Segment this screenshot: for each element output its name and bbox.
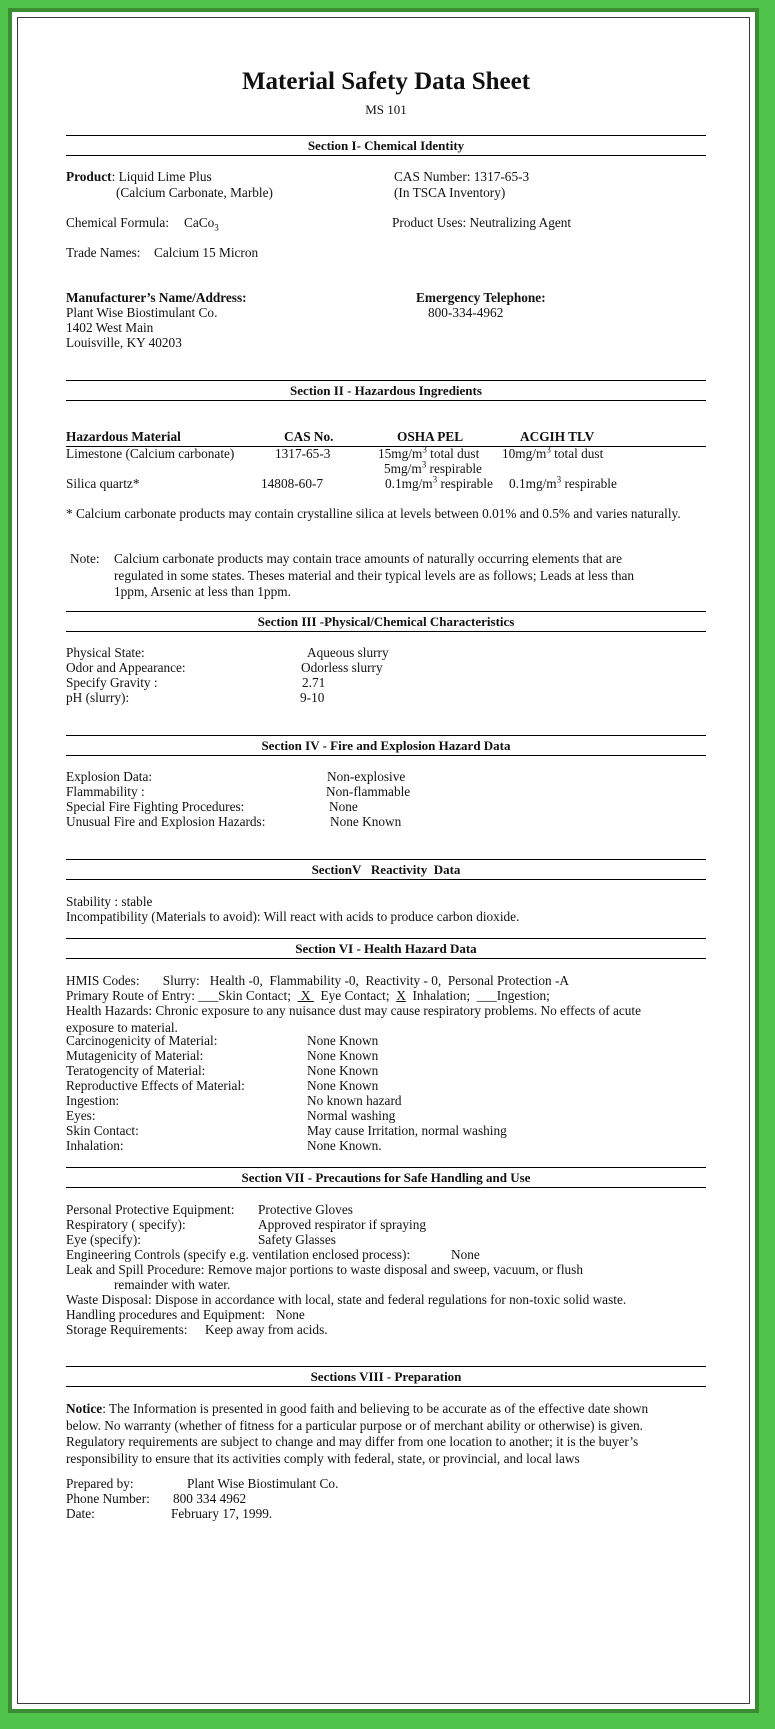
respiratory-value: Approved respirator if spraying (258, 1217, 427, 1232)
stability: Stability : stable (66, 894, 153, 909)
product-uses: Product Uses: Neutralizing Agent (392, 215, 572, 230)
row1-acgih: $10mg/m^3$ total dust (502, 444, 604, 461)
phone-label: Phone Number: (66, 1491, 150, 1506)
route-x-inhalation: X (396, 988, 406, 1003)
section-2-heading: Section II - Hazardous Ingredients (66, 380, 706, 401)
route-prefix: Primary Route of Entry: (66, 988, 199, 1003)
col-osha-pel: OSHA PEL (397, 429, 464, 444)
ingestion-label: Ingestion: (66, 1093, 120, 1108)
col-acgih-tlv: ACGIH TLV (520, 429, 595, 444)
manufacturer-name: Plant Wise Biostimulant Co. (66, 305, 218, 320)
ph-label: pH (slurry): (66, 690, 130, 705)
route-skin: Skin Contact; (218, 988, 298, 1003)
odor-value: Odorless slurry (301, 660, 383, 675)
section-7-heading: Section VII - Precautions for Safe Handling and Use (66, 1167, 706, 1188)
hmis-codes: HMIS Codes: Slurry: Health -0, Flammability -0, Reactivity - 0, Personal Protection -A (66, 973, 570, 988)
product-label: Product (66, 169, 112, 184)
ingestion-value: No known hazard (307, 1093, 402, 1108)
page-frame (8, 8, 759, 1713)
date-label: Date: (66, 1506, 95, 1521)
section-3-heading: Section III -Physical/Chemical Characteristics (66, 611, 706, 632)
route-inhalation: Inhalation; (405, 988, 477, 1003)
row2-material: Silica quartz* (66, 476, 140, 491)
reproductive-value: None Known (307, 1078, 379, 1093)
skin-contact-value: May cause Irritation, normal washing (307, 1123, 507, 1138)
eyes-value: Normal washing (307, 1108, 396, 1123)
inhalation-value: None Known. (307, 1138, 382, 1153)
product-line (66, 169, 212, 186)
reproductive-label: Reproductive Effects of Material: (66, 1078, 245, 1093)
formula-value: CaCo$_3$ (184, 215, 219, 233)
storage-value: Keep away from acids. (205, 1322, 328, 1337)
teratogenicity-label: Teratogencity of Material: (66, 1063, 206, 1078)
trade-label: Trade Names: (66, 245, 141, 260)
ppe-label: Personal Protective Equipment: (66, 1202, 235, 1217)
document-title: Material Safety Data Sheet (241, 68, 531, 95)
section-4-heading: Section IV - Fire and Explosion Hazard Data (66, 735, 706, 756)
handling-label: Handling procedures and Equipment: (66, 1307, 266, 1322)
route-blank-skin: ___ (198, 988, 219, 1003)
respiratory-label: Respiratory ( specify): (66, 1217, 186, 1232)
formula-label: Chemical Formula: (66, 215, 170, 230)
notice-text: : The Information is presented in good faith and believing to be accurate as of the effective date shown below. No warranty (whether of fitness for a particular purpose or of merchant ability or otherwise) is given. Regulatory requirements are subject to change and may differ from one location to another; it is the buyer’s responsibility to ensure that its activities comply with federal, state, or provincial, and local laws (66, 1401, 649, 1466)
notice (66, 1401, 651, 1467)
flammability-value: Non-flammable (326, 784, 411, 799)
mutagenicity-value: None Known (307, 1048, 379, 1063)
manufacturer-street: 1402 West Main (66, 320, 154, 335)
prepared-value: Plant Wise Biostimulant Co. (187, 1476, 339, 1491)
mutagenicity-label: Mutagenicity of Material: (66, 1048, 204, 1063)
health-hazards: Health Hazards: Chronic exposure to any nuisance dust may cause respiratory problems. No effects of acute exposure to material. (66, 1003, 642, 1035)
col-hazardous-material: Hazardous Material (66, 429, 181, 444)
explosion-value: Non-explosive (327, 769, 406, 784)
explosion-label: Explosion Data: (66, 769, 153, 784)
carcinogenicity-value: None Known (307, 1033, 379, 1048)
trade-value: Calcium 15 Micron (154, 245, 259, 260)
row1-osha-respirable: $5mg/m^3$ respirable (384, 459, 482, 476)
odor-label: Odor and Appearance: (66, 660, 186, 675)
eye-protection-label: Eye (specify): (66, 1232, 141, 1247)
gravity-label: Specify Gravity : (66, 675, 158, 690)
firefighting-value: None (329, 799, 358, 814)
gravity-value: 2.71 (302, 675, 326, 690)
notice-label: Notice (66, 1401, 103, 1416)
carcinogenicity-label: Carcinogenicity of Material: (66, 1033, 218, 1048)
handling-value: None (276, 1307, 305, 1322)
row1-osha-total: $15mg/m^3$ total dust (378, 444, 480, 461)
tsca-note: (In TSCA Inventory) (394, 185, 506, 200)
eye-protection-value: Safety Glasses (258, 1232, 336, 1247)
col-cas-no: CAS No. (284, 429, 334, 444)
eyes-label: Eyes: (66, 1108, 96, 1123)
product-sub: (Calcium Carbonate, Marble) (116, 185, 273, 200)
section-8-heading: Sections VIII - Preparation (66, 1366, 706, 1387)
waste-disposal: Waste Disposal: Dispose in accordance with local, state and federal regulations for non-toxic solid waste. (66, 1292, 627, 1307)
physical-state-value: Aqueous slurry (307, 645, 389, 660)
cas-number: CAS Number: 1317-65-3 (394, 169, 530, 184)
section-5-heading (66, 859, 706, 880)
storage-label: Storage Requirements: (66, 1322, 188, 1337)
section-6-heading: Section VI - Health Hazard Data (66, 938, 706, 959)
engineering-value: None (451, 1247, 480, 1262)
row1-cas: 1317-65-3 (275, 446, 331, 461)
row2-cas: 14808-60-7 (261, 476, 324, 491)
unusual-hazards-label: Unusual Fire and Explosion Hazards: (66, 814, 266, 829)
unusual-hazards-value: None Known (330, 814, 402, 829)
skin-contact-label: Skin Contact: (66, 1123, 139, 1138)
incompatibility: Incompatibility (Materials to avoid): Will react with acids to produce carbon dioxide. (66, 909, 520, 924)
emergency-label: Emergency Telephone: (416, 290, 546, 305)
emergency-phone: 800-334-4962 (428, 305, 504, 320)
manufacturer-label: Manufacturer’s Name/Address: (66, 290, 247, 305)
note-text: Calcium carbonate products may contain trace amounts of naturally occurring elements that are regulated in some states. Theses material and their typical levels are as follows; Leads at less than 1ppm, Arsenic at less than 1ppm. (114, 551, 635, 599)
ph-value: 9-10 (300, 690, 325, 705)
leak-spill: Leak and Spill Procedure: Remove major portions to waste disposal and sweep, vacuum, or flush (66, 1262, 583, 1277)
firefighting-label: Special Fire Fighting Procedures: (66, 799, 245, 814)
page-border (17, 17, 750, 1704)
route-ingestion: Ingestion; (496, 988, 550, 1003)
note-label: Note: (70, 551, 100, 566)
date-value: February 17, 1999. (171, 1506, 273, 1521)
silica-footnote: * Calcium carbonate products may contain crystalline silica at levels between 0.01% and 0.5% and varies naturally. (66, 506, 681, 521)
row2-osha: $0.1mg/m^3$ respirable (385, 474, 493, 491)
physical-state-label: Physical State: (66, 645, 145, 660)
inhalation-label: Inhalation: (66, 1138, 124, 1153)
section-5-heading-text: SectionV Reactivity Data (311, 862, 461, 877)
route-eye: Eye Contact; (313, 988, 397, 1003)
flammability-label: Flammability : (66, 784, 145, 799)
manufacturer-city: Louisville, KY 40203 (66, 335, 182, 350)
route-blank-ingestion: ___ (476, 988, 497, 1003)
product-value: : Liquid Lime Plus (111, 169, 212, 184)
route-x-eye: X (297, 988, 314, 1003)
document-number: MS 101 (365, 102, 407, 117)
prepared-label: Prepared by: (66, 1476, 134, 1491)
ppe-value: Protective Gloves (258, 1202, 353, 1217)
phone-value: 800 334 4962 (173, 1491, 247, 1506)
section-1-heading: Section I- Chemical Identity (66, 135, 706, 156)
engineering-label: Engineering Controls (specify e.g. ventilation enclosed process): (66, 1247, 411, 1262)
leak-spill-cont: remainder with water. (114, 1277, 231, 1292)
row2-acgih: $0.1mg/m^3$ respirable (509, 474, 617, 491)
teratogenicity-value: None Known (307, 1063, 379, 1078)
row1-material: Limestone (Calcium carbonate) (66, 446, 235, 461)
